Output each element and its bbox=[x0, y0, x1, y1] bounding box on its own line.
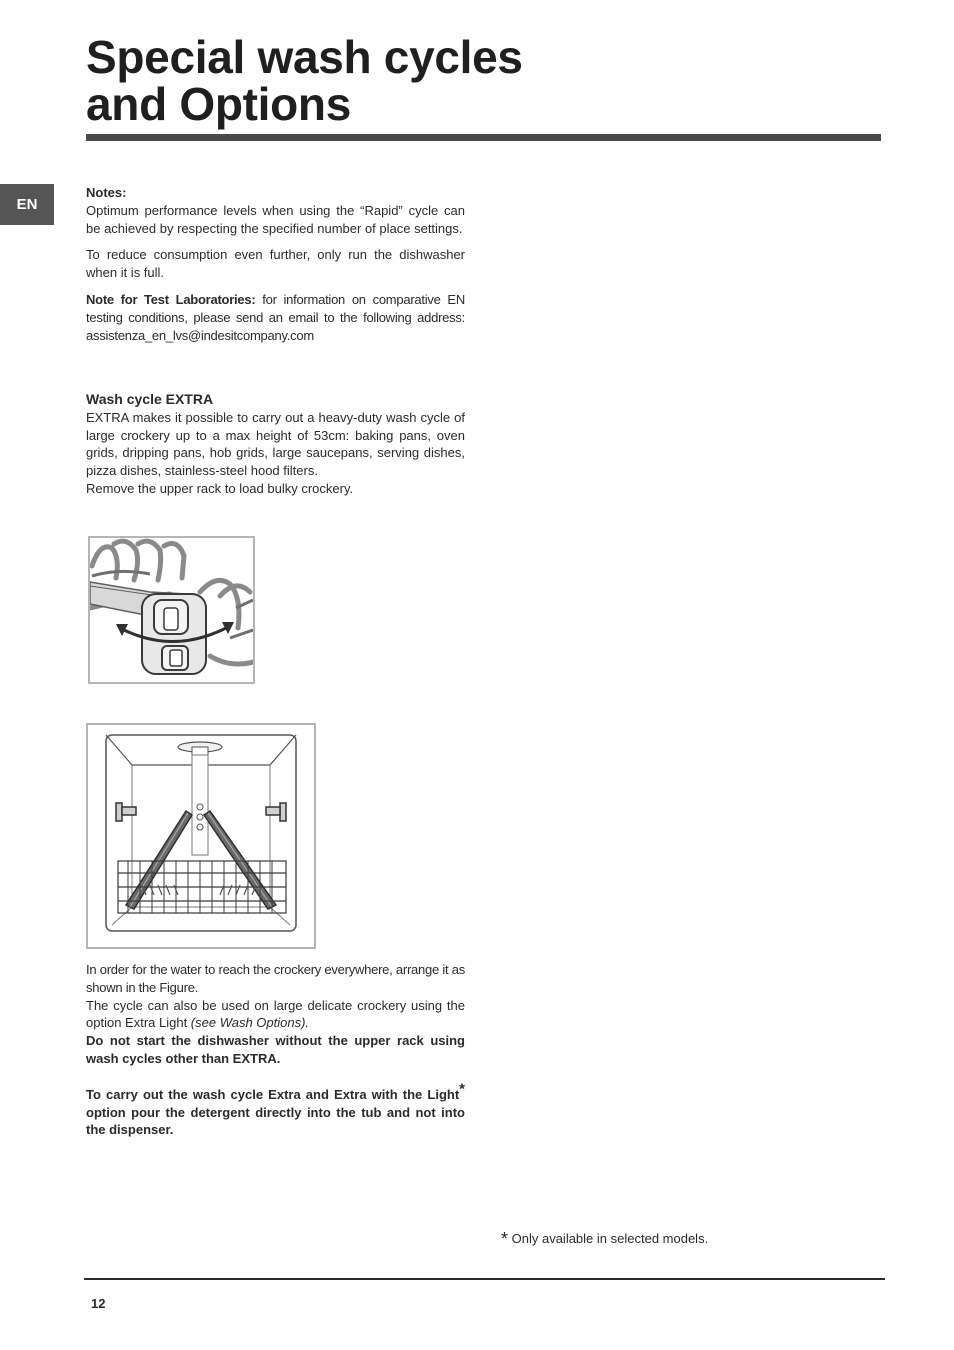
notes-paragraph-1: Optimum performance levels when using the “Rapid” cycle can be achieved by respecting the specified number of place settings. bbox=[86, 202, 465, 236]
notes-heading: Notes: bbox=[86, 185, 127, 200]
footnote-text: Only available in selected models. bbox=[508, 1231, 709, 1246]
extra-light-paragraph bbox=[86, 997, 465, 1033]
extra-heading: Wash cycle EXTRA bbox=[86, 391, 214, 407]
extra-section bbox=[86, 391, 465, 498]
notes-paragraph-2: To reduce consumption even further, only run the dishwasher when it is full. bbox=[86, 247, 465, 281]
detergent-asterisk: * bbox=[459, 1080, 465, 1098]
upper-rack-removal-figure bbox=[88, 536, 255, 684]
upper-rack-warning: Do not start the dishwasher without the upper rack using wash cycles other than EXTRA. bbox=[86, 1033, 465, 1066]
page-number: 12 bbox=[91, 1296, 106, 1311]
extra-light-text: The cycle can also be used on large delicate crockery using the option Extra Light bbox=[86, 997, 465, 1031]
notes-section bbox=[86, 184, 465, 344]
page-title-line-2: and Options bbox=[86, 78, 352, 130]
page-title-line-1: Special wash cycles bbox=[86, 31, 523, 83]
detergent-text-part-1: To carry out the wash cycle Extra and Extra with the Light bbox=[86, 1086, 460, 1102]
crockery-arrangement-figure bbox=[86, 723, 316, 949]
test-labs-label: Note for Test Laboratories: bbox=[86, 291, 256, 307]
footnote bbox=[501, 1229, 708, 1250]
footer-rule bbox=[84, 1278, 885, 1280]
footnote-asterisk: * bbox=[501, 1229, 509, 1249]
upper-rack-illustration bbox=[90, 538, 253, 682]
extra-paragraph-2: Remove the upper rack to load bulky crockery. bbox=[86, 480, 354, 496]
detergent-instruction bbox=[86, 1080, 465, 1139]
test-labs-text: for information on comparative EN testing conditions, please send an email to the following address: assistenza_en_lvs@indesitcompany.com bbox=[86, 291, 465, 343]
detergent-text-part-2: option pour the detergent directly into the tub and not into the dispenser. bbox=[86, 1104, 465, 1138]
title-rule bbox=[86, 134, 881, 141]
lower-rack-illustration bbox=[88, 725, 314, 947]
page-title bbox=[86, 31, 523, 130]
language-tab: EN bbox=[0, 184, 54, 225]
arrangement-paragraph: In order for the water to reach the crockery everywhere, arrange it as shown in the Figure. bbox=[86, 962, 465, 995]
extra-light-reference: (see Wash Options). bbox=[190, 1015, 310, 1031]
extra-paragraph-1: EXTRA makes it possible to carry out a heavy-duty wash cycle of large crockery up to a max height of 53cm: baking pans, oven grids, dripping pans, hob grids, large saucepans, serving dishes, pizza dishes, stainless-steel hood filters. bbox=[86, 409, 465, 479]
instructions-section bbox=[86, 961, 465, 1139]
notes-test-labs bbox=[86, 291, 465, 344]
